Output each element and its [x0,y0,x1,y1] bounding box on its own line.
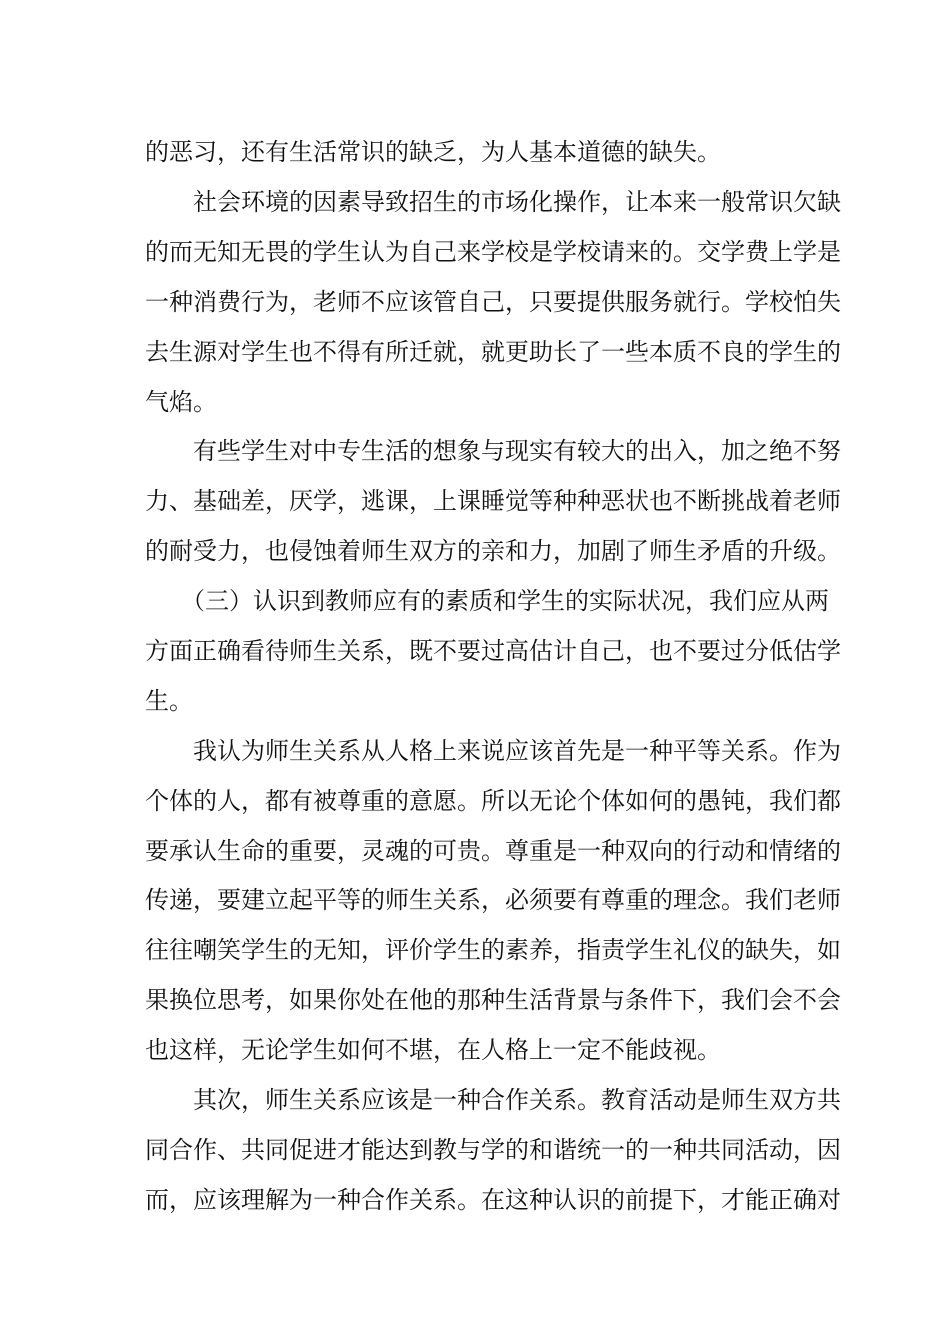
text-line: 果换位思考，如果你处在他的那种生活背景与条件下，我们会不会 [145,986,841,1014]
text-line: 力、基础差，厌学，逃课，上课睡觉等种种恶状也不断挑战着老师 [145,487,841,515]
text-line: 传递，要建立起平等的师生关系，必须要有尊重的理念。我们老师 [145,886,841,914]
section-heading-line: （三）认识到教师应有的素质和学生的实际状况，我们应从两 [181,587,829,615]
text-line: 而，应该理解为一种合作关系。在这种认识的前提下，才能正确对 [145,1186,841,1214]
text-line: 生。 [145,687,193,715]
paragraph-first-line: 有些学生对中专生活的想象与现实有较大的出入，加之绝不努 [193,437,841,465]
text-line: 的恶习，还有生活常识的缺乏，为人基本道德的缺失。 [145,138,721,166]
paragraph-first-line: 社会环境的因素导致招生的市场化操作，让本来一般常识欠缺 [193,188,841,216]
paragraph-first-line: 其次，师生关系应该是一种合作关系。教育活动是师生双方共 [193,1086,841,1114]
paragraph-first-line: 我认为师生关系从人格上来说应该首先是一种平等关系。作为 [193,737,841,765]
text-line: 一种消费行为，老师不应该管自己，只要提供服务就行。学校怕失 [145,288,841,316]
text-line: 也这样，无论学生如何不堪，在人格上一定不能歧视。 [145,1036,721,1064]
text-line: 气焰。 [145,388,217,416]
text-line: 往往嘲笑学生的无知，评价学生的素养，指责学生礼仪的缺失，如 [145,936,841,964]
text-line: 的耐受力，也侵蚀着师生双方的亲和力，加剧了师生矛盾的升级。 [145,537,841,565]
text-line: 同合作、共同促进才能达到教与学的和谐统一的一种共同活动，因 [145,1136,841,1164]
text-line: 方面正确看待师生关系，既不要过高估计自己，也不要过分低估学 [145,637,841,665]
text-line: 要承认生命的重要，灵魂的可贵。尊重是一种双向的行动和情绪的 [145,837,841,865]
text-line: 的而无知无畏的学生认为自己来学校是学校请来的。交学费上学是 [145,238,841,266]
text-line: 去生源对学生也不得有所迁就，就更助长了一些本质不良的学生的 [145,338,841,366]
text-line: 个体的人，都有被尊重的意愿。所以无论个体如何的愚钝，我们都 [145,787,841,815]
